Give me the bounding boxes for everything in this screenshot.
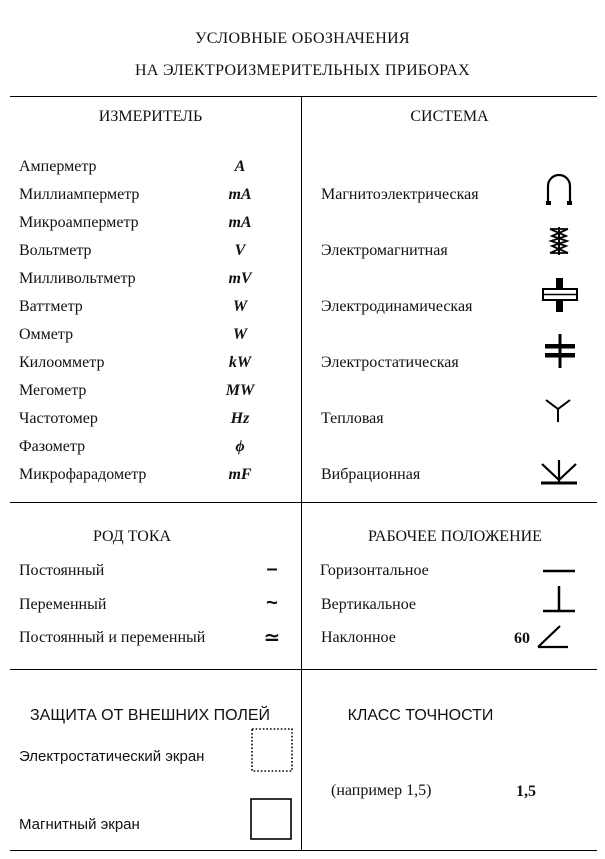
meter-name: Фазометр [19,438,86,455]
meter-name: Ваттметр [19,298,83,315]
meter-name: Микроамперметр [19,214,139,231]
meter-abbr: W [232,326,248,343]
meter-name: Вольтметр [19,242,92,259]
meter-name: Омметр [19,326,74,343]
current-symbol: ~ [266,592,278,614]
meter-name: Килоомметр [19,354,105,371]
meter-abbr: kW [228,354,252,371]
current-name: Постоянный [19,562,105,579]
system-name: Магнитоэлектрическая [321,186,479,203]
electrostatic-icon [541,333,579,369]
divider-vertical [301,96,302,850]
divider-bottom [10,850,597,851]
inclined-position-icon [536,622,570,650]
divider-lower [10,669,597,670]
meter-abbr: MW [225,382,255,399]
meter-name: Милливольтметр [19,270,136,287]
accuracy-heading: КЛАСС ТОЧНОСТИ [347,707,494,724]
systems-heading: СИСТЕМА [410,108,489,125]
protection-name: Магнитный экран [19,816,140,833]
protection-heading: ЗАЩИТА ОТ ВНЕШНИХ ПОЛЕЙ [29,707,271,724]
current-name: Постоянный и переменный [19,629,206,646]
meter-abbr: mF [228,466,252,483]
meters-heading: ИЗМЕРИТЕЛЬ [98,108,203,125]
page-title-line1: УСЛОВНЫЕ ОБОЗНАЧЕНИЯ [195,30,410,47]
electrodynamic-icon [540,277,580,313]
thermal-icon [543,396,573,424]
position-name: Вертикальное [321,596,417,613]
meter-abbr: W [232,298,248,315]
meter-abbr: ϕ [235,438,245,455]
meter-abbr: A [234,158,246,175]
divider-middle [10,502,597,503]
meter-abbr: mV [228,270,252,287]
position-name: Наклонное [321,629,396,646]
protection-name: Электростатический экран [19,748,205,765]
divider-top [10,96,597,97]
accuracy-example: (например 1,5) [331,782,432,799]
current-heading: РОД ТОКА [92,528,172,545]
solid-square-icon [249,797,293,841]
meter-abbr: Hz [230,410,250,427]
meter-name: Частотомер [19,410,98,427]
meter-name: Миллиамперметр [19,186,140,203]
vertical-position-icon [542,584,576,614]
accuracy-value: 1,5 [516,783,536,800]
magnetoelectric-icon [542,172,576,208]
position-name: Горизонтальное [320,562,429,579]
system-name: Электростатическая [321,354,459,371]
system-name: Вибрационная [321,466,421,483]
meter-abbr: mA [228,214,252,231]
dotted-square-icon [250,727,294,773]
horizontal-position-icon [542,566,576,576]
meter-abbr: mA [228,186,252,203]
system-name: Электромагнитная [321,242,448,259]
meter-name: Микрофарадометр [19,466,147,483]
current-symbol: – [266,558,278,580]
inclined-angle-label: 60 [514,630,530,647]
meter-abbr: V [234,242,246,259]
system-name: Тепловая [321,410,384,427]
electromagnetic-icon [544,224,574,258]
vibration-icon [539,458,579,488]
page-title-line2: НА ЭЛЕКТРОИЗМЕРИТЕЛЬНЫХ ПРИБОРАХ [134,62,471,79]
system-name: Электродинамическая [321,298,473,315]
meter-name: Амперметр [19,158,97,175]
current-symbol: ≃ [263,627,281,649]
meter-name: Мегометр [19,382,87,399]
current-name: Переменный [19,596,107,613]
position-heading: РАБОЧЕЕ ПОЛОЖЕНИЕ [368,528,542,545]
